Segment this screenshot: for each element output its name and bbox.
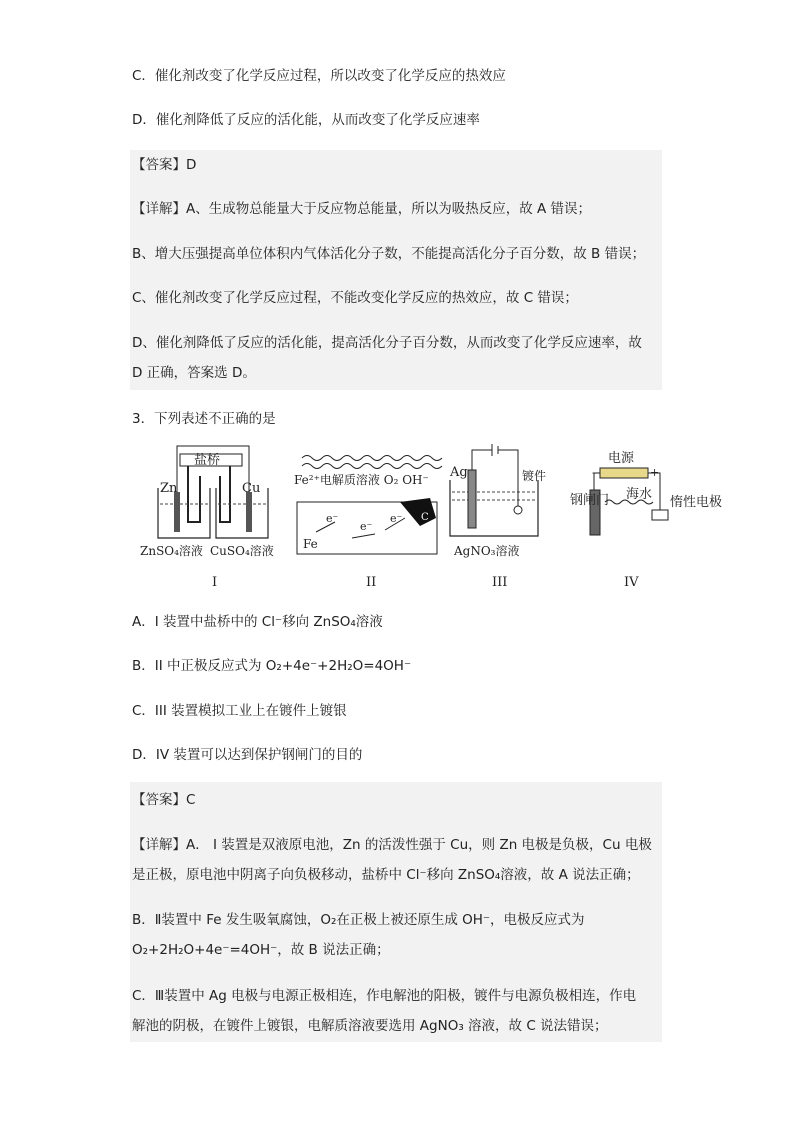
label-ii-top: Fe²⁺电解质溶液 O₂ OH⁻: [294, 473, 429, 487]
label-power: 电源: [608, 451, 635, 466]
question3-stem: 3．下列表述不正确的是: [132, 411, 276, 427]
question3-option-b: B．II 中正极反应式为 O₂+4e⁻+2H₂O=4OH⁻: [132, 658, 412, 674]
answer1-detail-a: 【详解】A、生成物总能量大于反应物总能量，所以为吸热反应，故 A 错误；: [132, 201, 592, 217]
label-cuso4: CuSO₄溶液: [210, 544, 274, 558]
label-ag: Ag: [450, 465, 468, 480]
label-e3: e⁻: [390, 512, 403, 525]
label-inert: 惰性电极: [670, 495, 723, 510]
answer3-label: 【答案】C: [132, 792, 196, 808]
label-part: 镀件: [522, 469, 547, 483]
question3-option-c: C．III 装置模拟工业上在镀件上镀银: [132, 703, 347, 719]
answer3-detail-c1: C．Ⅲ装置中 Ag 电极与电源正极相连，作电解池的阳极，镀件与电源负极相连，作电: [132, 988, 637, 1004]
answer3-detail-a2: 是正极，原电池中阴离子向负极移动，盐桥中 Cl⁻移向 ZnSO₄溶液，故 A 说法正确；: [132, 867, 640, 883]
answer1-detail-d2: D 正确，答案选 D。: [132, 365, 256, 381]
label-num-I: I: [212, 575, 218, 590]
diagram-II: [294, 456, 442, 591]
answer3-detail-c2: 解池的阴极，在镀件上镀银，电解质溶液要选用 AgNO₃ 溶液，故 C 说法错误；: [132, 1018, 608, 1034]
label-cu: Cu: [242, 481, 261, 496]
answer3-detail-a1: 【详解】A． I 装置是双液原电池，Zn 的活泼性强于 Cu，则 Zn 电极是负极，Cu 电极: [132, 837, 652, 853]
answer1-label: 【答案】D: [132, 157, 197, 173]
answer1-detail-d1: D、催化剂降低了反应的活化能，提高活化分子百分数，从而改变了化学反应速率，故: [132, 335, 642, 351]
label-e1: e⁻: [326, 512, 339, 525]
label-agno3: AgNO₃溶液: [454, 544, 520, 558]
question3-option-d: D．IV 装置可以达到保护钢闸门的目的: [132, 747, 363, 763]
question3-option-a: A．I 装置中盐桥中的 Cl⁻移向 ZnSO₄溶液: [132, 614, 383, 630]
label-c: C: [421, 512, 429, 523]
label-num-III: III: [492, 575, 508, 590]
diagram-I: [140, 446, 274, 590]
label-num-IV: IV: [624, 575, 639, 590]
label-gate: 钢闸门: [570, 493, 610, 508]
label-plus: +: [650, 466, 660, 479]
answer3-detail-b2: O₂+2H₂O+4e⁻=4OH⁻，故 B 说法正确；: [132, 942, 390, 958]
label-num-II: II: [366, 575, 377, 590]
answer1-detail-b: B、增大压强提高单位体积内气体活化分子数，不能提高活化分子百分数，故 B 错误；: [132, 246, 646, 262]
answer1-background: [130, 150, 662, 390]
prev-option-d: D．催化剂降低了反应的活化能，从而改变了化学反应速率: [132, 112, 480, 128]
diagram-IV: [570, 450, 722, 590]
label-sea: 海水: [626, 487, 653, 502]
answer1-detail-c: C、催化剂改变了化学反应过程，不能改变化学反应的热效应，故 C 错误；: [132, 290, 578, 306]
label-minus: -: [592, 466, 596, 479]
answer3-detail-b1: B．Ⅱ装置中 Fe 发生吸氧腐蚀，O₂在正极上被还原生成 OH⁻，电极反应式为: [132, 912, 585, 928]
label-znso4: ZnSO₄溶液: [140, 544, 203, 558]
question3-diagrams: [130, 440, 723, 595]
prev-option-c: C．催化剂改变了化学反应过程，所以改变了化学反应的热效应: [132, 68, 506, 84]
diagram-III: [449, 444, 546, 590]
label-zn: Zn: [160, 481, 178, 496]
label-e2: e⁻: [360, 520, 373, 533]
label-bridge: 盐桥: [194, 453, 221, 468]
label-fe: Fe: [303, 537, 318, 551]
